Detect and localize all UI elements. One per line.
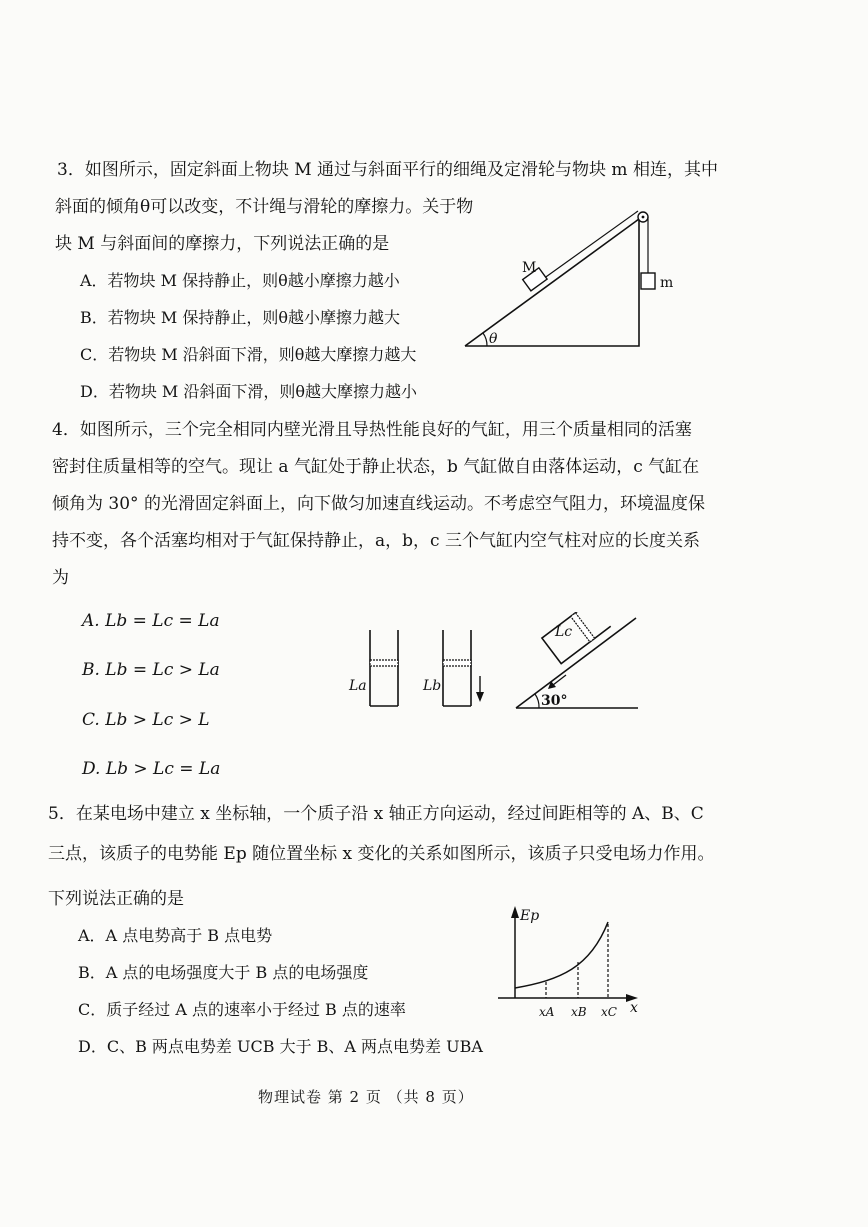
- q4-option-a: A. Lb = Lc = La: [82, 611, 220, 631]
- label-xA: xA: [539, 1005, 555, 1019]
- q4-option-d: D. Lb > Lc = La: [82, 759, 221, 779]
- label-xB: xB: [571, 1005, 587, 1019]
- block-m: [641, 273, 655, 289]
- incline-c-surface: [516, 618, 636, 708]
- q5-option-b: B．A 点的电场强度大于 B 点的电场强度: [78, 963, 369, 982]
- q5-option-a: A．A 点电势高于 B 点电势: [78, 926, 273, 945]
- q4-stem-line3: 倾角为 30° 的光滑固定斜面上，向下做匀加速直线运动。不考虑空气阻力，环境温度保: [52, 494, 705, 514]
- q5-stem-line3: 下列说法正确的是: [48, 889, 184, 909]
- q3-incline-figure: [455, 205, 685, 355]
- q4-stem-line4: 持不变，各个活塞均相对于气缸保持静止，a，b，c 三个气缸内空气柱对应的长度关系: [52, 531, 700, 551]
- q5-ep-graph: [490, 902, 650, 1022]
- cyl-a-piston: [370, 660, 398, 666]
- label-Ep: Ep: [520, 908, 540, 924]
- label-theta: θ: [489, 331, 498, 347]
- q3-option-c: C．若物块 M 沿斜面下滑，则θ越大摩擦力越大: [80, 345, 417, 364]
- label-Lc: Lc: [555, 624, 573, 640]
- angle-30-arc: [535, 694, 539, 708]
- q5-option-d: D．C、B 两点电势差 UCB 大于 B、A 两点电势差 UBA: [78, 1037, 483, 1056]
- label-m: m: [660, 275, 674, 291]
- q3-stem-line2: 斜面的倾角θ可以改变，不计绳与滑轮的摩擦力。关于物: [55, 197, 474, 217]
- q4-stem-line5: 为: [52, 568, 69, 588]
- q4-cylinder-figure: [340, 612, 650, 712]
- pulley-axle: [642, 216, 645, 219]
- q3-option-b: B．若物块 M 保持静止，则θ越小摩擦力越大: [80, 308, 400, 327]
- slide-arrow-icon: [553, 675, 566, 685]
- ep-curve: [515, 922, 608, 988]
- page-footer: 物理试卷 第 2 页 （共 8 页）: [258, 1088, 474, 1106]
- label-La: La: [349, 678, 367, 694]
- label-x: x: [630, 1000, 638, 1016]
- label-xC: xC: [601, 1005, 617, 1019]
- incline-surface: [465, 219, 639, 346]
- q5-stem-line2: 三点，该质子的电势能 Ep 随位置坐标 x 变化的关系如图所示，该质子只受电场力作用。: [48, 844, 715, 864]
- q5-option-c: C．质子经过 A 点的速率小于经过 B 点的速率: [78, 1000, 406, 1019]
- y-axis-arrowhead-icon: [511, 906, 519, 918]
- q4-option-c: C. Lb > Lc > L: [82, 710, 210, 730]
- q3-stem-line3: 块 M 与斜面间的摩擦力，下列说法正确的是: [55, 234, 390, 254]
- q5-stem-line1: 5．在某电场中建立 x 坐标轴，一个质子沿 x 轴正方向运动，经过间距相等的 A、B、C: [48, 804, 704, 824]
- q4-stem-line2: 密封住质量相等的空气。现让 a 气缸处于静止状态，b 气缸做自由落体运动，c 气缸在: [52, 457, 700, 477]
- q3-stem-line1: 3．如图所示，固定斜面上物块 M 通过与斜面平行的细绳及定滑轮与物块 m 相连，其中: [57, 160, 718, 180]
- fall-arrowhead-icon: [476, 692, 484, 702]
- q4-stem-line1: 4．如图所示，三个完全相同内壁光滑且导热性能良好的气缸，用三个质量相同的活塞: [52, 420, 692, 440]
- label-Lb: Lb: [423, 678, 442, 694]
- cyl-c-piston: [571, 613, 595, 642]
- label-30deg: 30°: [541, 693, 568, 709]
- cyl-b-piston: [443, 660, 471, 666]
- rope-line: [543, 211, 638, 279]
- label-M: M: [522, 260, 537, 276]
- angle-arc: [483, 333, 487, 346]
- q3-option-d: D．若物块 M 沿斜面下滑，则θ越大摩擦力越小: [80, 382, 418, 401]
- q3-option-a: A．若物块 M 保持静止，则θ越小摩擦力越小: [80, 271, 400, 290]
- q4-option-b: B. Lb = Lc > La: [82, 660, 220, 680]
